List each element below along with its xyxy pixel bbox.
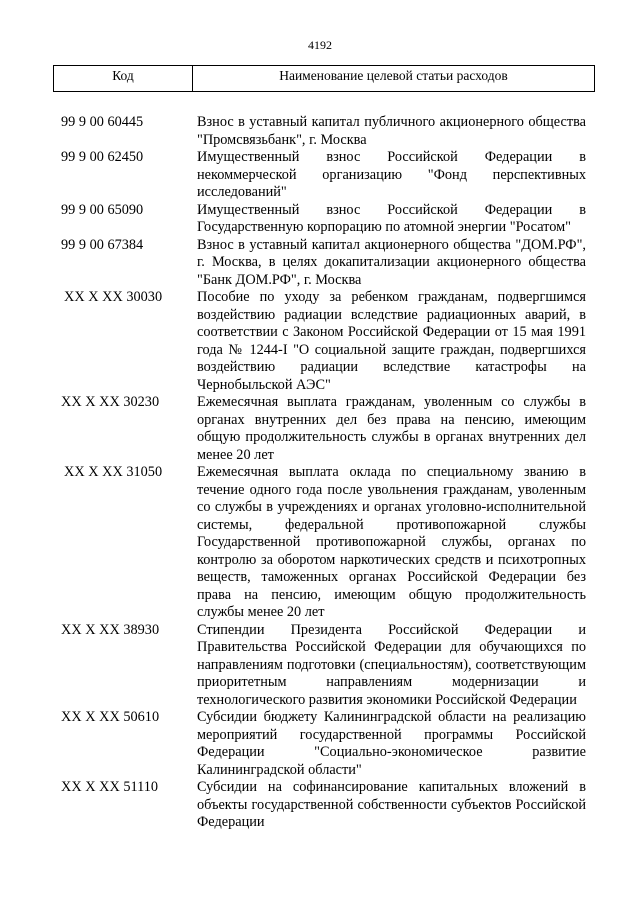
table-row (0, 464, 640, 622)
row-name: Ежемесячная выплата оклада по специальному званию в течение одного года после увольнения гражданам, уволенным со службы в учреждениях и органах уголовно-исполнительной системы, федеральной противопожарной службы Государственной противопожарной службы, органах по контролю за оборотом наркотических средств и психотропных веществ, таможенных органах Российской Федерации без права на пенсию, имеющим общую продолжительность службы менее 20 лет (197, 464, 586, 620)
row-code: 99 9 00 62450 (61, 149, 144, 165)
row-code: XX X XX 51110 (61, 779, 159, 795)
row-code: XX X XX 38930 (61, 621, 160, 638)
table-row (0, 394, 640, 464)
row-name: Ежемесячная выплата гражданам, уволенным со службы в органах внутренних дел без права на пенсию, имеющим общую продолжительность службы в органах внутренних дел менее 20 лет (197, 394, 586, 463)
row-name: Пособие по уходу за ребенком гражданам, подвергшимся воздействию радиации вследствие радиационных аварий, в соответствии с Законом Российской Федерации от 15 мая 1991 года № 1244-I "О социальной защите граждан, подвергшихся воздействию радиации вследствие катастрофы на Чернобыльской АЭС" (197, 289, 586, 393)
row-name: Взнос в уставный капитал акционерного общества "ДОМ.РФ", г. Москва, в целях докапитализации акционерного общества "Банк ДОМ.РФ", г. Москва (197, 236, 586, 288)
row-name: Стипендии Президента Российской Федерации и Правительства Российской Федерации для обучающихся по направлениям подготовки (специальностям), соответствующим приоритетным направлениям модернизации и технологического развития экономики Российской Федерации (197, 621, 586, 708)
table-header (53, 65, 595, 92)
table-row (0, 237, 640, 290)
row-code: XX X XX 50610 (61, 709, 160, 725)
page-number: 4192 (308, 38, 332, 52)
header-code: Код (54, 66, 193, 91)
row-name: Имущественный взнос Российской Федерации в Государственную корпорацию по атомной энергии "Росатом" (197, 201, 586, 235)
row-name: Имущественный взнос Российской Федерации в некоммерческой организацию "Фонд перспективных исследований" (197, 149, 586, 200)
row-name: Субсидии бюджету Калининградской области на реализацию мероприятий государственной программы Российской Федерации "Социально-экономическое развитие Калининградской области" (197, 709, 586, 778)
table-row (0, 149, 640, 202)
table-row (0, 779, 640, 832)
table-row (0, 114, 640, 149)
table-row (0, 709, 640, 779)
row-code: XX X XX 31050 (64, 464, 163, 480)
row-name: Взнос в уставный капитал публичного акционерного общества "Промсвязьбанк", г. Москва (197, 114, 586, 148)
header-name: Наименование целевой статьи расходов (279, 68, 508, 83)
table-row (0, 289, 640, 394)
table-row (0, 202, 640, 237)
row-code: 99 9 00 60445 (61, 114, 144, 130)
table-body (0, 114, 640, 832)
row-code: XX X XX 30030 (64, 289, 163, 305)
table-row (0, 622, 640, 710)
row-code: 99 9 00 65090 (61, 201, 144, 218)
row-code: 99 9 00 67384 (61, 236, 144, 253)
row-name: Субсидии на софинансирование капитальных вложений в объекты государственной собственности субъектов Российской Федерации (197, 779, 586, 830)
row-code: XX X XX 30230 (61, 394, 160, 410)
